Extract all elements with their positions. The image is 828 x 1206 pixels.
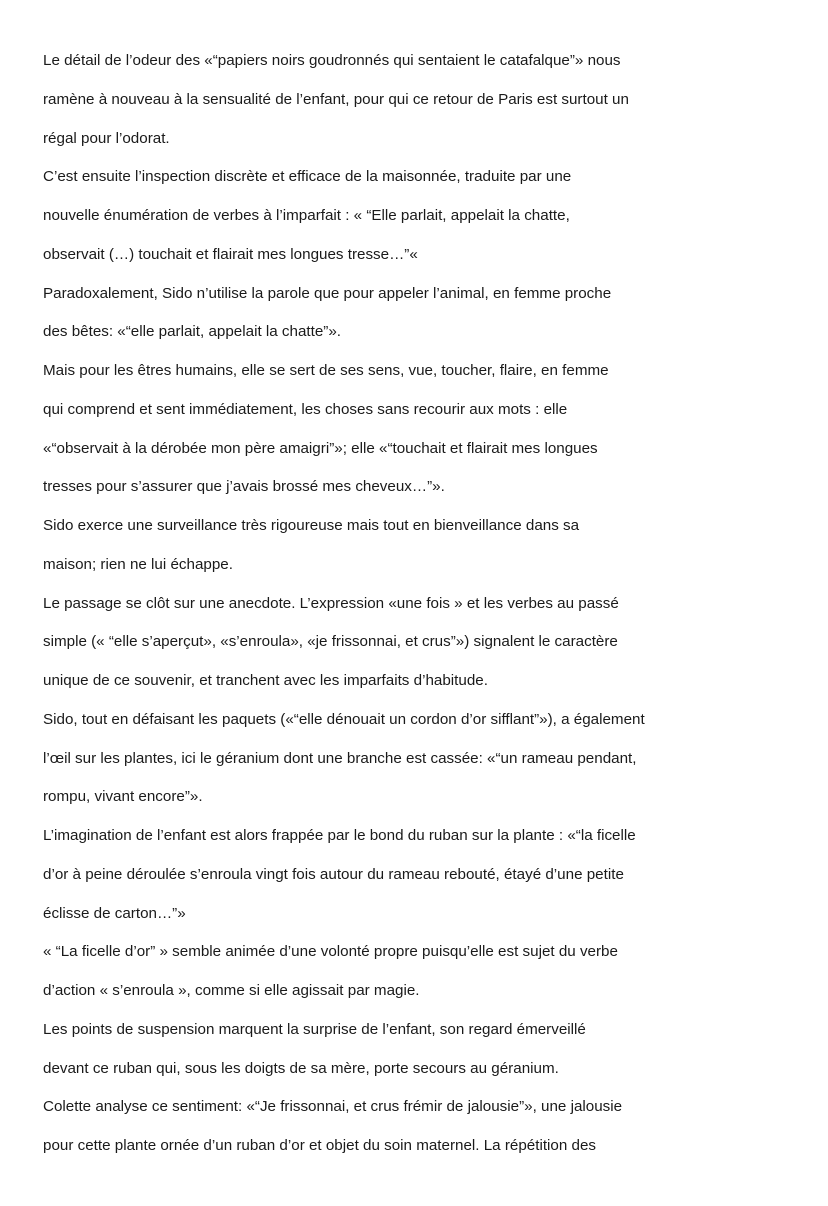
text-line: observait (…) touchait et flairait mes longues tresse…”«: [43, 245, 418, 263]
text-line: d’action « s’enroula », comme si elle agissait par magie.: [43, 982, 420, 999]
text-line: Mais pour les êtres humains, elle se sert de ses sens, vue, toucher, flaire, en femme: [43, 362, 609, 379]
text-line: tresses pour s’assurer que j’avais brossé mes cheveux…”».: [43, 478, 445, 496]
text-line: Les points de suspension marquent la surprise de l’enfant, son regard émerveillé: [43, 1020, 586, 1038]
text-line: Le détail de l’odeur des «“papiers noirs goudronnés qui sentaient le catafalque”» nous: [43, 52, 621, 69]
text-line: nouvelle énumération de verbes à l’imparfait : « “Elle parlait, appelait la chatte,: [43, 207, 570, 224]
text-line: simple (« “elle s’aperçut», «s’enroula», «je frissonnai, et crus”») signalent le caractère: [43, 633, 618, 651]
text-line: Sido exerce une surveillance très rigoureuse mais tout en bienveillance dans sa: [43, 517, 580, 534]
text-line: régal pour l’odorat.: [43, 129, 170, 147]
text-line: des bêtes: «“elle parlait, appelait la chatte”».: [43, 323, 342, 341]
text-line: L’imagination de l’enfant est alors frappée par le bond du ruban sur la plante : «“la ficelle: [43, 827, 636, 844]
text-line: éclisse de carton…”»: [43, 904, 186, 922]
text-line: rompu, vivant encore”».: [43, 788, 203, 806]
text-line: devant ce ruban qui, sous les doigts de sa mère, porte secours au géranium.: [43, 1059, 559, 1077]
text-line: Le passage se clôt sur une anecdote. L’expression «une fois » et les verbes au passé: [43, 594, 619, 612]
text-line: qui comprend et sent immédiatement, les choses sans recourir aux mots : elle: [43, 400, 568, 418]
text-line: «“observait à la dérobée mon père amaigri”»; elle «“touchait et flairait mes longues: [43, 439, 598, 457]
text-line: Colette analyse ce sentiment: «“Je frissonnai, et crus frémir de jalousie”», une jalousie: [43, 1098, 623, 1116]
text-line: Sido, tout en défaisant les paquets («“elle dénouait un cordon d’or sifflant”»), a également: [43, 710, 645, 728]
text-line: « “La ficelle d’or” » semble animée d’une volonté propre puisqu’elle est sujet du verbe: [43, 943, 618, 961]
text-line: d’or à peine déroulée s’enroula vingt fois autour du rameau rebouté, étayé d’une petite: [43, 865, 624, 883]
text-line: ramène à nouveau à la sensualité de l’enfant, pour qui ce retour de Paris est surtout un: [43, 90, 629, 108]
text-line: Paradoxalement, Sido n’utilise la parole que pour appeler l’animal, en femme proche: [43, 284, 612, 302]
text-line: l’œil sur les plantes, ici le géranium dont une branche est cassée: «“un rameau pendant,: [43, 749, 637, 767]
text-line: pour cette plante ornée d’un ruban d’or et objet du soin maternel. La répétition des: [43, 1137, 597, 1154]
text-line: unique de ce souvenir, et tranchent avec les imparfaits d’habitude.: [43, 672, 488, 689]
text-line: C’est ensuite l’inspection discrète et efficace de la maisonnée, traduite par une: [43, 168, 572, 186]
text-line: maison; rien ne lui échappe.: [43, 555, 233, 573]
document-body: [43, 42, 803, 1166]
